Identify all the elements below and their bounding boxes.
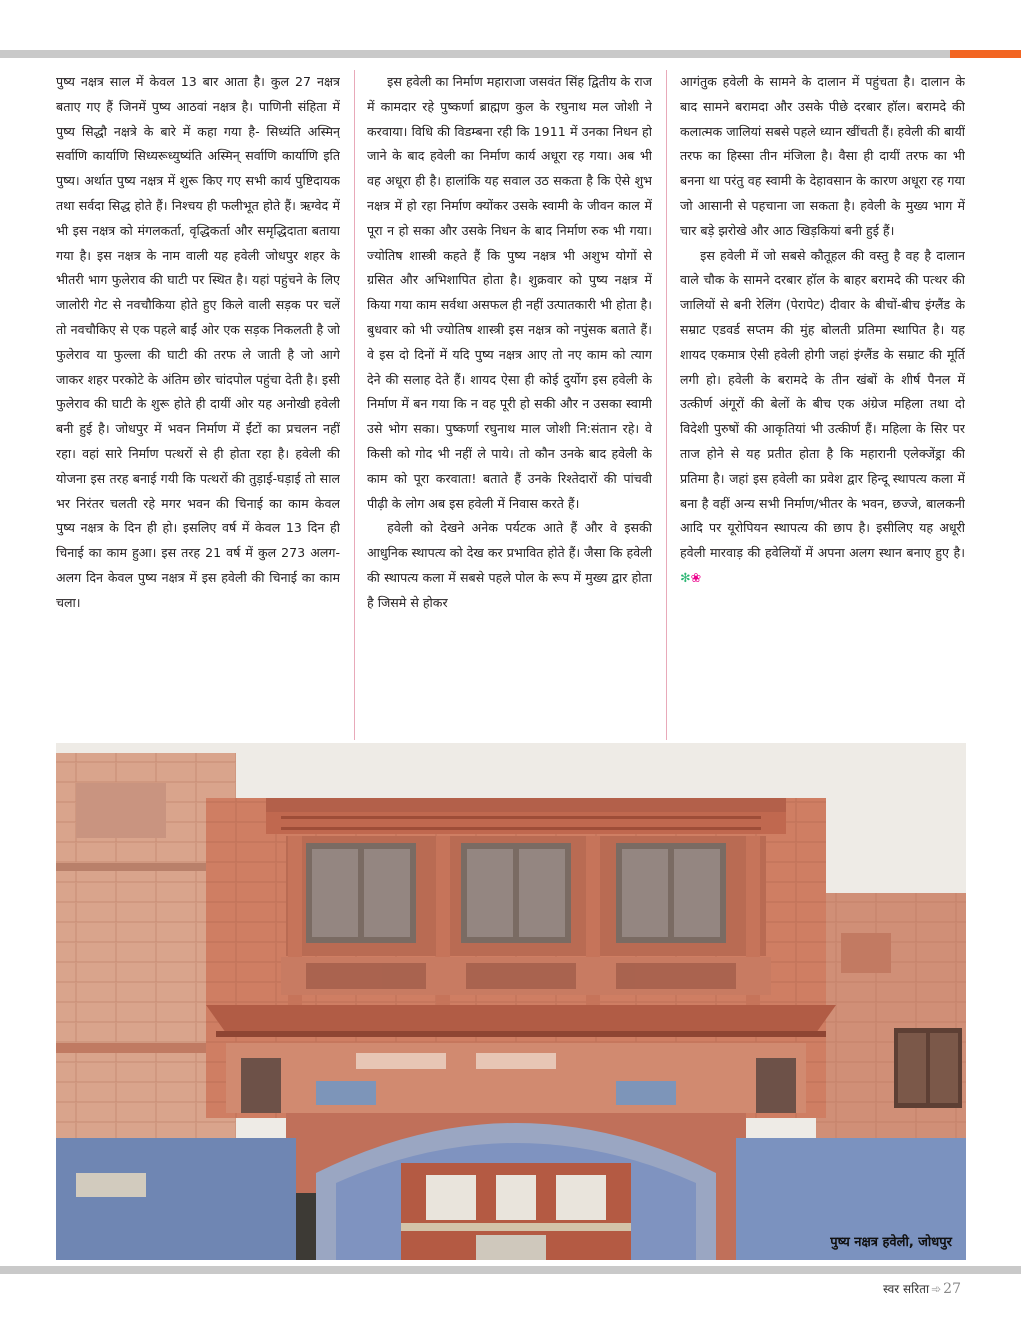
column3-paragraph-2 xyxy=(680,244,965,591)
column-divider-1 xyxy=(354,70,355,740)
magazine-name: स्वर सरिता xyxy=(882,1282,930,1296)
green-asterisk-icon: ✻ xyxy=(680,569,691,585)
bottom-rule xyxy=(0,1266,1021,1274)
column-divider-2 xyxy=(666,70,667,740)
column3-paragraph-1: आगंतुक हवेली के सामने के दालान में पहुंचता है। दालान के बाद सामने बरामदा और उसके पीछे दरबार हॉल। बरामदे की कलात्मक जालियां सबसे पहले ध्यान खींचती हैं। हवेली की बायीं तरफ का हिस्सा तीन मंजिला है। वैसा ही दायीं तरफ का भी बनना था परंतु वह स्वामी के देहावसान के कारण अधूरा रह गया जो आसानी से पहचाना जा सकता है। हवेली के मुख्य भाग में चार बड़े झरोखे और आठ खिड़कियां बनी हुई हैं। xyxy=(680,74,965,238)
haveli-photo xyxy=(56,743,966,1260)
article-column-1 xyxy=(56,70,340,730)
page-footer xyxy=(883,1280,961,1297)
pink-flower-icon: ❀ xyxy=(690,569,702,585)
end-marks xyxy=(680,570,701,585)
page-number: 27 xyxy=(943,1281,961,1297)
haveli-illustration xyxy=(56,743,966,1260)
column1-paragraph-1: पुष्य नक्षत्र साल में केवल 13 बार आता है। कुल 27 नक्षत्र बताए गए हैं जिनमें पुष्य आठवां नक्षत्र है। पाणिनी संहिता में पुष्य सिद्धौ नक्षत्रे के बारे में कहा गया है- सिध्यंति अस्मिन् सर्वाणि कार्याणि सिध्यरूध्युष्यंति अस्मिन् सर्वाणि कार्याणि इति पुष्य। अर्थात पुष्य नक्षत्र में शुरू किए गए सभी कार्य पुष्टिदायक तथा सर्वदा सिद्ध होते हैं। निश्चय ही फलीभूत होते हैं। ऋग्वेद में भी इस नक्षत्र को मंगलकर्ता, वृद्धिकर्ता और समृद्धिदाता बताया गया है। इस नक्षत्र के नाम वाली यह हवेली जोधपुर शहर के भीतरी भाग फुलेराव की घाटी पर स्थित है। यहां पहुंचने के लिए जालोरी गेट से नवचौकिया होते हुए किले वाली सड़क पर चलें तो नवचौकिए से एक पहले बाईं ओर एक सड़क निकलती है जो फुलेराव या फुल्ला की घाटी की तरफ ले जाती है जो आगे जाकर शहर परकोटे के अंतिम छोर चांदपोल पहुंचा देती है। इसी फुलेराव की घाटी के शुरू होते ही दायीं ओर यह अनोखी हवेली बनी हुई है। जोधपुर में भवन निर्माण में ईंटों का प्रचलन नहीं रहा। वहां सारे निर्माण पत्थरों से ही होता रहा है। हवेली की योजना इस तरह बनाई गयी कि पत्थरों की तुड़ाई-घड़ाई तो साल भर निरंतर चलती रहे मगर भवन की चिनाई का काम केवल पुष्य नक्षत्र के दिन ही हो। इसलिए वर्ष में केवल 13 दिन ही चिनाई का काम हुआ। इस तरह 21 वर्ष में कुल 273 अलग-अलग दिन केवल पुष्य नक्षत्र में इस हवेली की चिनाई का काम चला। xyxy=(56,74,340,610)
column3-paragraph-2-text: इस हवेली में जो सबसे कौतूहल की वस्तु है वह है दालान वाले चौक के सामने दरबार हॉल के बाहर बरामदे की पत्थर की जालियों से बनी रेलिंग (पेरापेट) दीवार के बीचों-बीच इंग्लैंड के सम्राट एडवर्ड सप्तम की मुंह बोलती प्रतिमा स्थापित है। यह शायद एकमात्र ऐसी हवेली होगी जहां इंग्लैंड के सम्राट की मूर्ति लगी हो। हवेली के बरामदे के तीन खंबों के शीर्ष पैनल में उत्कीर्ण अंगूरों की बेलों के बीच एक अंग्रेज महिला तथा दो विदेशी पुरुषों की आकृतियां भी उत्कीर्ण हैं। महिला के सिर पर ताज होने से यह प्रतीत होता है कि महारानी एलेक्जेंड्रा की प्रतिमा है। जहां इस हवेली का प्रवेश द्वार हिन्दू स्थापत्य कला में बना है वहीं अन्य सभी निर्माण/भीतर के भवन, छज्जे, बालकनी आदि पर यूरोपियन स्थापत्य की छाप है। इसीलिए यह अधूरी हवेली मारवाड़ की हवेलियों में अपना अलग स्थान बनाए हुए है। xyxy=(680,247,965,561)
arrow-icon: ➾ xyxy=(931,1282,942,1296)
article-column-2 xyxy=(367,70,652,730)
column2-paragraph-1: इस हवेली का निर्माण महाराजा जसवंत सिंह द्वितीय के राज में कामदार रहे पुष्कर्णा ब्राह्मण कुल के रघुनाथ मल जोशी ने करवाया। विधि की विडम्बना रही कि 1911 में उनका निधन हो जाने के बाद हवेली का निर्माण कार्य अधूरा रह गया। अब भी वह अधूरा ही है। हालांकि यह सवाल उठ सकता है कि ऐसे शुभ नक्षत्र में हो रहा निर्माण क्योंकर उसके स्वामी के जीवन काल में पूरा न हो सका और उसके निधन के बाद निर्माण रुक भी गया। ज्योतिष शास्त्री कहते हैं कि पुष्य नक्षत्र भी अशुभ योगों से ग्रसित और अभिशापित होता है। शुक्रवार को पुष्य नक्षत्र में किया गया काम सर्वथा असफल ही नहीं उत्पातकारी भी होता है। बुधवार को भी ज्योतिष शास्त्री इस नक्षत्र को नपुंसक बताते हैं। वे इस दो दिनों में यदि पुष्य नक्षत्र आए तो नए काम को त्याग देने की सलाह देते हैं। शायद ऐसा ही कोई दुर्योग इस हवेली के निर्माण में बन गया कि न वह पूरी हो सकी और न उसका स्वामी उसे भोग सका। पुष्कर्णा रघुनाथ माल जोशी नि:संतान रहे। वे किसी को गोद भी नहीं ले पाये। तो कौन उनके बाद हवेली के काम को पूरा करवाता! बताते हैं उनके रिश्तेदारों की पांचवी पीढ़ी के लोग अब इस हवेली में निवास करते हैं। xyxy=(367,74,652,511)
column2-paragraph-2: हवेली को देखने अनेक पर्यटक आते हैं और वे इसकी आधुनिक स्थापत्य को देख कर प्रभावित होते हैं। जैसा कि हवेली की स्थापत्य कला में सबसे पहले पोल के रूप में मुख्य द्वार होता है जिसमे से होकर xyxy=(367,520,652,610)
article-column-3 xyxy=(680,70,965,730)
top-accent-bar xyxy=(950,50,1021,58)
top-rule xyxy=(0,50,950,58)
photo-caption: पुष्य नक्षत्र हवेली, जोधपुर xyxy=(830,1235,952,1250)
